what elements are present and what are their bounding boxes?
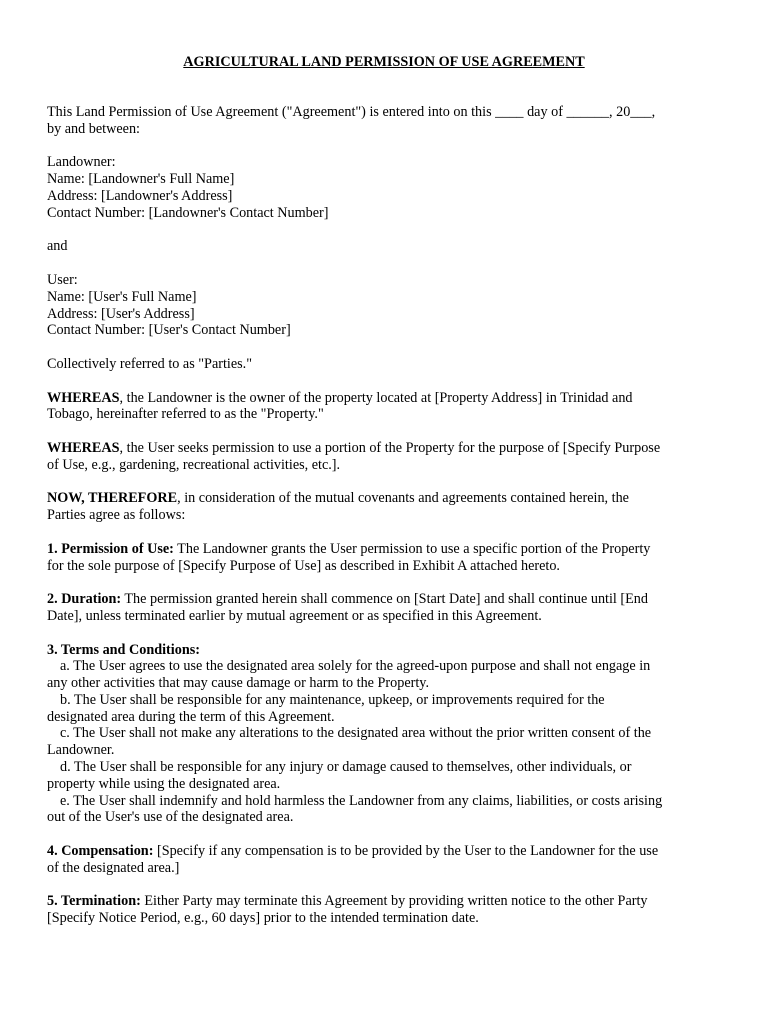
document-title: AGRICULTURAL LAND PERMISSION OF USE AGREEMENT	[183, 54, 585, 70]
landowner-address: Address: [Landowner's Address]	[47, 187, 233, 204]
section-heading: 1. Permission of Use:	[47, 540, 174, 557]
intro-line: by and between:	[47, 120, 140, 137]
now-therefore-text: Parties agree as follows:	[47, 507, 186, 524]
intro-paragraph	[47, 104, 727, 138]
section-heading: 2. Duration:	[47, 591, 122, 608]
section-termination	[47, 893, 727, 927]
section-permission-of-use	[47, 541, 727, 575]
section-text: The permission granted herein shall commence on [Start Date] and shall continue until [End	[121, 591, 648, 608]
intro-line: This Land Permission of Use Agreement ("Agreement") is entered into on this ____ day of ______, 20___,	[47, 104, 656, 120]
term-item-text: c. The User shall not make any alterations to the designated area without the prior written consent of the	[60, 725, 652, 742]
collective-paragraph	[47, 356, 727, 373]
document-body	[47, 104, 727, 944]
section-text: [Specify if any compensation is to be provided by the User to the Landowner for the use	[153, 843, 659, 860]
whereas-paragraph-2	[47, 440, 727, 474]
section-text: [Specify Notice Period, e.g., 60 days] prior to the intended termination date.	[47, 910, 479, 927]
term-item-text: any other activities that may cause damage or harm to the Property.	[47, 675, 430, 692]
term-item-text: b. The User shall be responsible for any maintenance, upkeep, or improvements required for the	[60, 691, 605, 708]
landowner-contact: Contact Number: [Landowner's Contact Number]	[47, 204, 329, 221]
landowner-name: Name: [Landowner's Full Name]	[47, 171, 235, 188]
term-item-text: e. The User shall indemnify and hold harmless the Landowner from any claims, liabilities, or costs arising	[60, 792, 663, 809]
whereas-label: WHEREAS	[47, 439, 120, 456]
section-heading: 5. Termination:	[47, 893, 141, 910]
whereas-text: , the Landowner is the owner of the property located at [Property Address] in Trinidad and	[119, 389, 633, 406]
term-item	[47, 692, 727, 726]
user-name: Name: [User's Full Name]	[47, 288, 197, 305]
section-text: Either Party may terminate this Agreement by providing written notice to the other Party	[140, 893, 648, 910]
term-item-text: property while using the designated area.	[47, 775, 281, 792]
now-therefore-label: NOW, THEREFORE	[47, 490, 178, 507]
now-therefore-paragraph	[47, 490, 727, 524]
term-item	[47, 793, 727, 827]
user-address: Address: [User's Address]	[47, 305, 195, 322]
user-block	[47, 272, 727, 339]
section-text: of the designated area.]	[47, 859, 180, 876]
whereas-label: WHEREAS	[47, 389, 120, 406]
landowner-block	[47, 154, 727, 221]
term-item-text: out of the User's use of the designated area.	[47, 809, 294, 826]
collective-text: Collectively referred to as "Parties."	[47, 355, 253, 372]
term-item-text: designated area during the term of this Agreement.	[47, 708, 335, 725]
whereas-text: of Use, e.g., gardening, recreational activities, etc.].	[47, 456, 341, 473]
section-heading: 4. Compensation:	[47, 843, 154, 860]
term-item-text: a. The User agrees to use the designated area solely for the agreed-upon purpose and shall not engage in	[60, 658, 651, 675]
section-terms-and-conditions	[47, 642, 727, 827]
section-text: Date], unless terminated earlier by mutual agreement or as specified in this Agreement.	[47, 607, 542, 624]
section-text: The Landowner grants the User permission to use a specific portion of the Property	[173, 540, 651, 557]
section-compensation	[47, 843, 727, 877]
section-heading: 3. Terms and Conditions:	[47, 641, 200, 658]
user-contact: Contact Number: [User's Contact Number]	[47, 322, 291, 339]
section-duration	[47, 591, 727, 625]
whereas-paragraph-1	[47, 390, 727, 424]
term-item	[47, 658, 727, 692]
landowner-heading: Landowner:	[47, 154, 116, 171]
term-item-text: d. The User shall be responsible for any injury or damage caused to themselves, other individuals, or	[60, 759, 632, 776]
term-item	[47, 725, 727, 759]
now-therefore-text: , in consideration of the mutual covenants and agreements contained herein, the	[177, 490, 629, 507]
term-item-text: Landowner.	[47, 742, 115, 759]
whereas-text: , the User seeks permission to use a portion of the Property for the purpose of [Specify Purpose	[119, 439, 661, 456]
user-heading: User:	[47, 271, 78, 288]
and-text: and	[47, 238, 68, 255]
whereas-text: Tobago, hereinafter referred to as the "Property."	[47, 406, 324, 423]
term-item	[47, 759, 727, 793]
and-paragraph	[47, 238, 727, 255]
section-text: for the sole purpose of [Specify Purpose of Use] as described in Exhibit A attached hereto.	[47, 557, 560, 574]
